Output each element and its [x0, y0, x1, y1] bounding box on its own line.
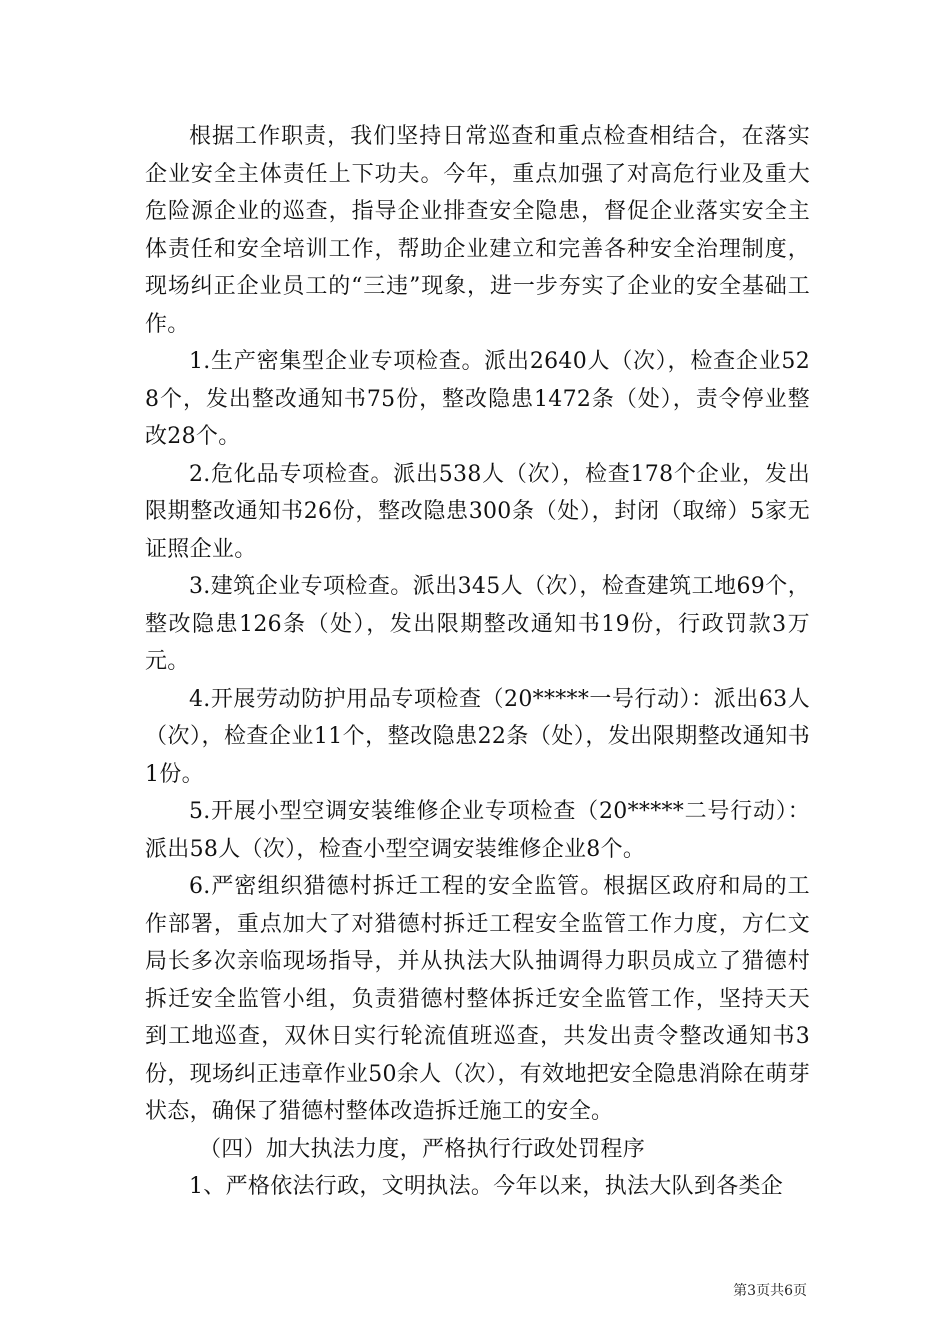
paragraph-item-3: 3.建筑企业专项检查。派出345人（次），检查建筑工地69个，整改隐患126条（处），发出限期整改通知书19份，行政罚款3万元。 [145, 574, 810, 674]
page-number-footer: 第3页共6页 [733, 1283, 807, 1299]
paragraph-item-1: 1.生产密集型企业专项检查。派出2640人（次），检查企业528个，发出整改通知书75份，整改隐患1472条（处），责令停业整改28个。 [145, 349, 810, 449]
document-body [145, 118, 810, 1206]
paragraph-item-2: 2.危化品专项检查。派出538人（次），检查178个企业，发出限期整改通知书26份，整改隐患300条（处），封闭（取缔）5家无证照企业。 [145, 461, 810, 562]
paragraph-item-6: 6.严密组织猎德村拆迁工程的安全监管。根据区政府和局的工作部署，重点加大了对猎德村拆迁工程安全监管工作力度，方仁文局长多次亲临现场指导，并从执法大队抽调得力职员成立了猎德村拆迁安全监管小组，负责猎德村整体拆迁安全监管工作，坚持天天到工地巡查，双休日实行轮流值班巡查，共发出责令整改通知书3份，现场纠正违章作业50余人（次），有效地把安全隐患消除在萌芽状态，确保了猎德村整体改造拆迁施工的安全。 [145, 874, 810, 1124]
paragraph-section-4-item-1: 1、严格依法行政，文明执法。今年以来，执法大队到各类企 [189, 1174, 784, 1199]
paragraph-item-5: 5.开展小型空调安装维修企业专项检查（20*****二号行动）：派出58人（次），检查小型空调安装维修企业8个。 [145, 799, 810, 862]
paragraph-item-4: 4.开展劳动防护用品专项检查（20*****一号行动）：派出63人（次），检查企业11个，整改隐患22条（处），发出限期整改通知书1份。 [145, 686, 810, 787]
paragraph-intro: 根据工作职责，我们坚持日常巡查和重点检查相结合，在落实企业安全主体责任上下功夫。今年，重点加强了对高危行业及重大危险源企业的巡查，指导企业排查安全隐患，督促企业落实安全主体责任和安全培训工作，帮助企业建立和完善各种安全治理制度，现场纠正企业员工的“三违”现象，进一步夯实了企业的安全基础工作。 [145, 124, 810, 337]
section-heading-4: （四）加大执法力度，严格执行行政处罚程序 [199, 1136, 646, 1162]
